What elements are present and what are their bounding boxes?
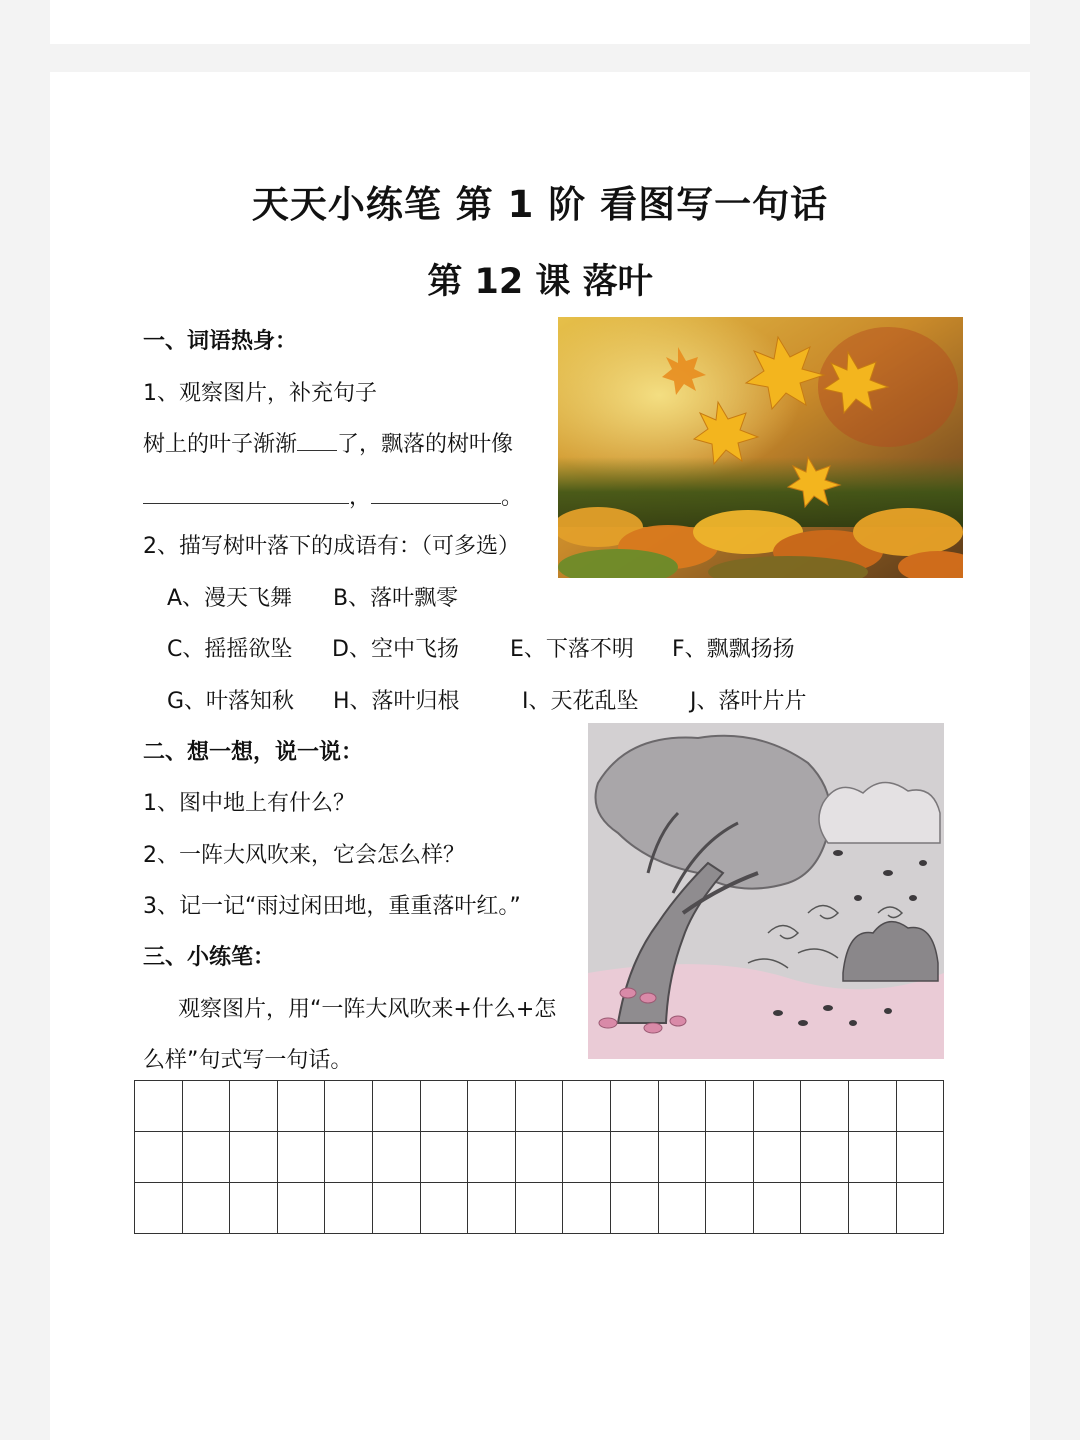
writing-prompt-line2: 么样”句式写一句话。 [143, 1048, 353, 1073]
section2-question3: 3、记一记“雨过闲田地，重重落叶红。” [143, 894, 521, 919]
writing-grid-cell[interactable] [135, 1081, 183, 1132]
blank-separator: ， [349, 485, 372, 510]
writing-grid-cell[interactable] [420, 1132, 468, 1183]
writing-grid-cell[interactable] [896, 1183, 944, 1234]
writing-grid-cell[interactable] [753, 1183, 801, 1234]
writing-grid-cell[interactable] [610, 1081, 658, 1132]
writing-grid-cell[interactable] [468, 1081, 516, 1132]
writing-grid-cell[interactable] [468, 1132, 516, 1183]
writing-prompt-line1: 观察图片，用“一阵大风吹来+什么+怎 [178, 997, 557, 1022]
writing-grid-cell[interactable] [230, 1081, 278, 1132]
blank-period: 。 [501, 485, 524, 510]
writing-grid-cell[interactable] [896, 1132, 944, 1183]
section2-question1: 1、图中地上有什么？ [143, 791, 355, 816]
writing-grid-cell[interactable] [515, 1132, 563, 1183]
writing-grid-row [135, 1183, 944, 1234]
writing-grid-cell[interactable] [277, 1081, 325, 1132]
writing-grid-cell[interactable] [135, 1132, 183, 1183]
writing-grid-cell[interactable] [801, 1081, 849, 1132]
writing-grid-cell[interactable] [706, 1132, 754, 1183]
writing-grid-cell[interactable] [468, 1183, 516, 1234]
idiom-option[interactable]: I、天花乱坠 [522, 689, 639, 714]
idiom-option[interactable]: E、下落不明 [510, 637, 634, 662]
writing-grid-cell[interactable] [230, 1183, 278, 1234]
writing-grid-cell[interactable] [848, 1132, 896, 1183]
writing-grid-cell[interactable] [230, 1132, 278, 1183]
writing-grid-cell[interactable] [563, 1081, 611, 1132]
writing-grid-cell[interactable] [706, 1183, 754, 1234]
writing-grid-cell[interactable] [658, 1183, 706, 1234]
writing-grid-cell[interactable] [325, 1183, 373, 1234]
idiom-option[interactable]: H、落叶归根 [333, 689, 460, 714]
writing-grid-cell[interactable] [848, 1081, 896, 1132]
writing-grid-cell[interactable] [420, 1081, 468, 1132]
section2-heading: 二、想一想，说一说： [143, 740, 364, 765]
writing-grid-cell[interactable] [801, 1183, 849, 1234]
idiom-option[interactable]: C、摇摇欲坠 [167, 637, 293, 662]
page-title: 天天小练笔 第 1 阶 看图写一句话 [251, 183, 829, 226]
section1-question1: 1、观察图片，补充句子 [143, 381, 377, 406]
section1-question2: 2、描写树叶落下的成语有：（可多选） [143, 534, 520, 559]
idiom-option[interactable]: J、落叶片片 [690, 689, 807, 714]
writing-grid-cell[interactable] [896, 1081, 944, 1132]
writing-grid-cell[interactable] [325, 1081, 373, 1132]
writing-grid-cell[interactable] [182, 1132, 230, 1183]
writing-grid-cell[interactable] [420, 1183, 468, 1234]
worksheet-page [50, 72, 1030, 1440]
answer-blank-3[interactable] [371, 483, 501, 504]
lesson-title: 第 12 课 落叶 [427, 262, 653, 302]
answer-blank-1[interactable] [297, 430, 337, 451]
previous-page-edge [50, 0, 1030, 44]
writing-grid-cell[interactable] [753, 1081, 801, 1132]
writing-grid-cell[interactable] [658, 1081, 706, 1132]
writing-grid-cell[interactable] [610, 1132, 658, 1183]
fill-sentence-line-2 [143, 480, 523, 511]
fill-sentence-line-1 [143, 427, 513, 458]
writing-grid-cell[interactable] [372, 1183, 420, 1234]
fill-sentence-suffix: 了，飘落的树叶像 [337, 432, 514, 457]
section2-question2: 2、一阵大风吹来，它会怎么样？ [143, 843, 465, 868]
writing-grid-row [135, 1132, 944, 1183]
writing-grid-row [135, 1081, 944, 1132]
writing-grid-cell[interactable] [277, 1132, 325, 1183]
fill-sentence-prefix: 树上的叶子渐渐 [143, 432, 298, 457]
idiom-option[interactable]: B、落叶飘零 [333, 586, 459, 611]
writing-grid-cell[interactable] [372, 1081, 420, 1132]
idiom-option[interactable]: F、飘飘扬扬 [672, 637, 795, 662]
section1-heading: 一、词语热身： [143, 329, 298, 354]
windy-tree-illustration [588, 723, 944, 1059]
writing-grid [134, 1080, 944, 1234]
writing-grid-cell[interactable] [801, 1132, 849, 1183]
writing-grid-cell[interactable] [753, 1132, 801, 1183]
writing-grid-cell[interactable] [182, 1183, 230, 1234]
writing-grid-cell[interactable] [135, 1183, 183, 1234]
writing-grid-cell[interactable] [515, 1081, 563, 1132]
idiom-option[interactable]: A、漫天飞舞 [167, 586, 293, 611]
writing-grid-cell[interactable] [325, 1132, 373, 1183]
answer-blank-2[interactable] [143, 483, 349, 504]
writing-grid-cell[interactable] [372, 1132, 420, 1183]
writing-grid-cell[interactable] [706, 1081, 754, 1132]
writing-grid-cell[interactable] [848, 1183, 896, 1234]
writing-grid-cell[interactable] [658, 1132, 706, 1183]
writing-grid-cell[interactable] [515, 1183, 563, 1234]
writing-grid-cell[interactable] [563, 1183, 611, 1234]
writing-grid-cell[interactable] [610, 1183, 658, 1234]
writing-grid-cell[interactable] [277, 1183, 325, 1234]
idiom-option[interactable]: D、空中飞扬 [332, 637, 459, 662]
autumn-leaves-photo [558, 317, 963, 578]
section3-heading: 三、小练笔： [143, 945, 276, 970]
writing-grid-cell[interactable] [563, 1132, 611, 1183]
idiom-option[interactable]: G、叶落知秋 [167, 689, 295, 714]
writing-grid-cell[interactable] [182, 1081, 230, 1132]
